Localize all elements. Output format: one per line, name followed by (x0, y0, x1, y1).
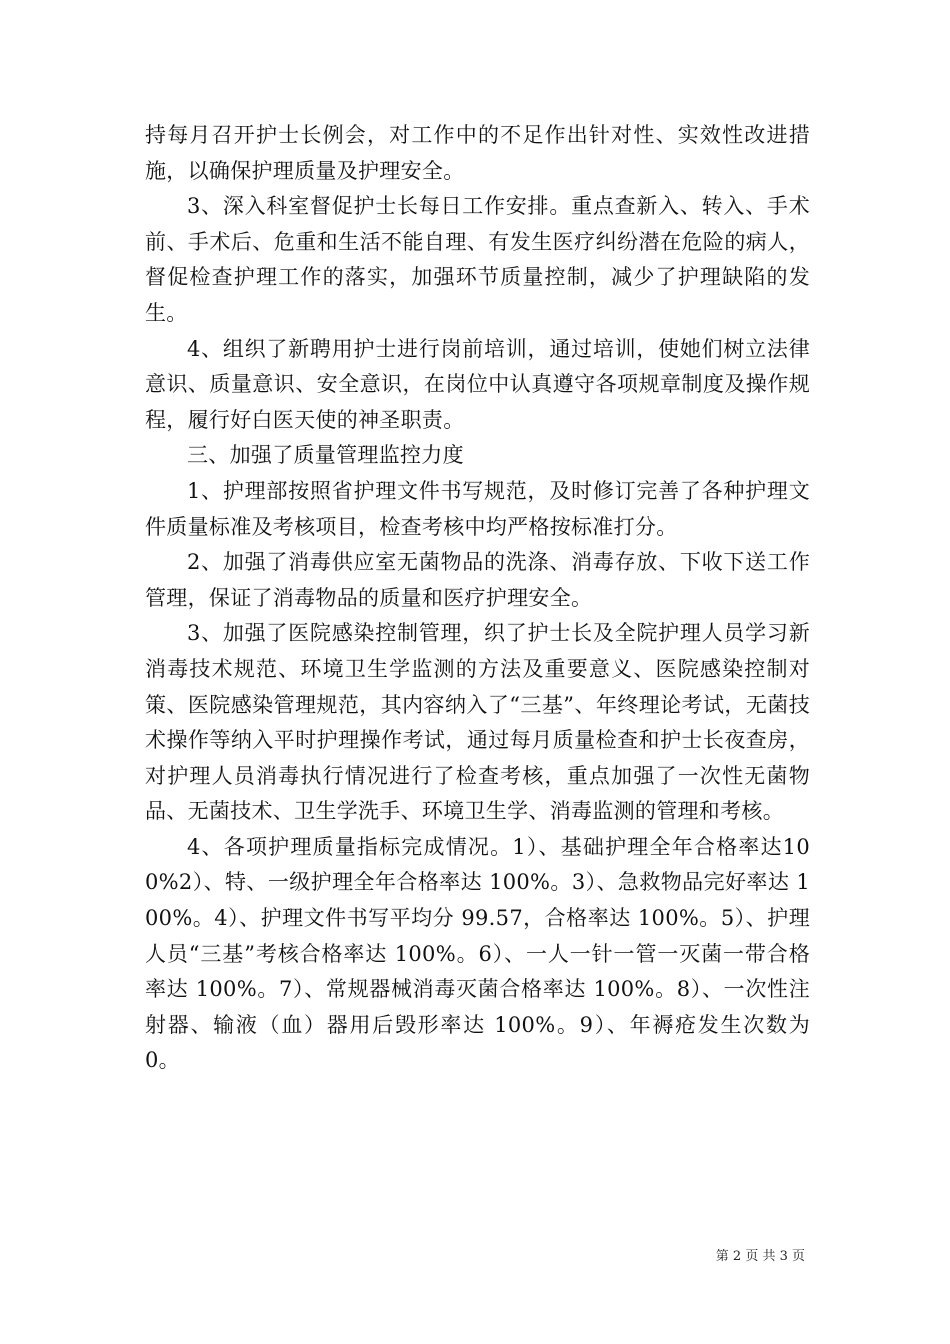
paragraph-1: 持每月召开护士长例会，对工作中的不足作出针对性、实效性改进措施，以确保护理质量及护理安全。 (145, 123, 810, 183)
document-body (145, 118, 810, 1079)
paragraph-8: 4、各项护理质量指标完成情况。1）、基础护理全年合格率达100%2）、特、一级护理全年合格率达 100%。3）、急救物品完好率达 100%。4）、护理文件书写平均分 99.57，合格率达 100%。5）、护理人员“三基”考核合格率达 100%。6）、一人一针一管一灭菌一带合格率达 100%。7）、常规器械消毒灭菌合格率达 100%。8）、一次性注射器、输液（血）器用后毁形率达 100%。9）、年褥疮发生次数为 0。 (145, 834, 810, 1073)
page-number: 第 2 页 共 3 页 (715, 1249, 805, 1264)
paragraph-6: 2、加强了消毒供应室无菌物品的洗涤、消毒存放、下收下送工作管理，保证了消毒物品的质量和医疗护理安全。 (145, 550, 810, 610)
paragraph-3: 4、组织了新聘用护士进行岗前培训，通过培训，使她们树立法律意识、质量意识、安全意识，在岗位中认真遵守各项规章制度及操作规程，履行好白医天使的神圣职责。 (145, 336, 810, 432)
paragraph-2: 3、深入科室督促护士长每日工作安排。重点查新入、转入、手术前、手术后、危重和生活不能自理、有发生医疗纠纷潜在危险的病人，督促检查护理工作的落实，加强环节质量控制，减少了护理缺陷的发生。 (145, 194, 810, 325)
section-heading: 三、加强了质量管理监控力度 (187, 443, 464, 468)
paragraph-5: 1、护理部按照省护理文件书写规范，及时修订完善了各种护理文件质量标准及考核项目，检查考核中均严格按标准打分。 (145, 478, 810, 539)
paragraph-7: 3、加强了医院感染控制管理，织了护士长及全院护理人员学习新消毒技术规范、环境卫生学监测的方法及重要意义、医院感染控制对策、医院感染管理规范，其内容纳入了“三基”、年终理论考试，无菌技术操作等纳入平时护理操作考试，通过每月质量检查和护士长夜查房，对护理人员消毒执行情况进行了检查考核，重点加强了一次性无菌物品、无菌技术、卫生学洗手、环境卫生学、消毒监测的管理和考核。 (145, 621, 810, 824)
